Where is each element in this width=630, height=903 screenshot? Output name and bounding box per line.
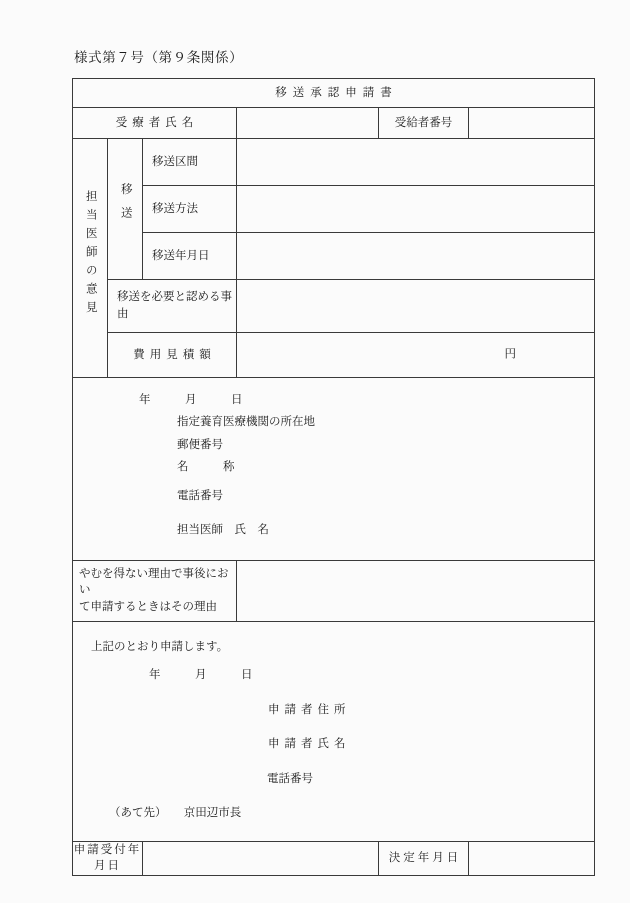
transport-method-row [73,186,595,233]
declaration-date-line[interactable]: 年 月 日 [149,669,253,682]
transport-date-label: 移送年月日 [143,233,237,280]
form-title: 移送承認申請書 [73,79,595,108]
recipient-number-value[interactable] [469,108,595,139]
declaration-block-row [73,621,595,841]
physician-opinion-label-text: 担当医師の意見 [84,190,97,320]
transport-label-text: 移送 [119,182,132,230]
institution-date-line[interactable]: 年 月 日 [139,394,243,406]
transport-segment-label: 移送区間 [143,139,237,186]
institution-name-label: 名 称 [177,461,235,474]
applicant-name-label: 申請者氏名 [268,738,351,751]
transport-reason-row [73,280,595,333]
late-application-reason-row [73,560,595,621]
fee-estimate-label: 費用見積額 [108,333,237,378]
attending-physician-name-label: 担当医師 氏 名 [177,524,269,537]
late-reason-label [73,560,237,621]
addressee-prefix: （あて先） [109,807,161,820]
fee-estimate-row [73,333,595,378]
declaration-statement: 上記のとおり申請します。 [91,640,229,653]
late-reason-label-line2: て申請するときはその理由 [79,601,217,614]
institution-details [73,378,595,561]
title-row [73,79,595,108]
institution-phone-label: 電話番号 [177,489,223,502]
addressee-name: 京田辺市長 [183,807,242,820]
late-reason-value[interactable] [237,560,595,621]
application-received-date-value[interactable] [143,841,379,875]
transport-segment-value[interactable] [237,139,595,186]
patient-name-value[interactable] [237,108,379,139]
institution-postal-code-label: 郵便番号 [177,438,223,451]
institution-address-label: 指定養育医療機関の所在地 [177,416,315,429]
fee-currency-unit: 円 [504,348,517,361]
application-received-date-label: 申請受付年月日 [73,841,143,875]
transport-method-value[interactable] [237,186,595,233]
addressee-line [73,796,594,831]
physician-opinion-label [73,139,108,378]
patient-header-row [73,108,595,139]
fee-estimate-value[interactable] [237,333,595,378]
transport-reason-value[interactable] [237,280,595,333]
transport-reason-label: 移送を必要と認める事由 [108,280,237,333]
transport-method-label: 移送方法 [143,186,237,233]
late-reason-label-line1: やむを得ない理由で事後におい [79,567,229,597]
applicant-phone-label: 電話番号 [267,772,313,785]
declaration-details [73,621,595,841]
decision-date-label: 決定年月日 [379,841,469,875]
institution-block-row [73,378,595,561]
patient-name-label: 受療者氏名 [73,108,237,139]
transport-date-value[interactable] [237,233,595,280]
form-number: 様式第７号（第９条関係） [74,50,244,65]
recipient-number-label: 受給者番号 [379,108,469,139]
transport-label [108,139,143,280]
transport-date-row [73,233,595,280]
office-use-row [73,841,595,875]
applicant-address-label: 申請者住所 [268,703,351,716]
decision-date-value[interactable] [469,841,595,875]
transport-approval-form [72,78,595,876]
transport-section-row [73,139,595,186]
